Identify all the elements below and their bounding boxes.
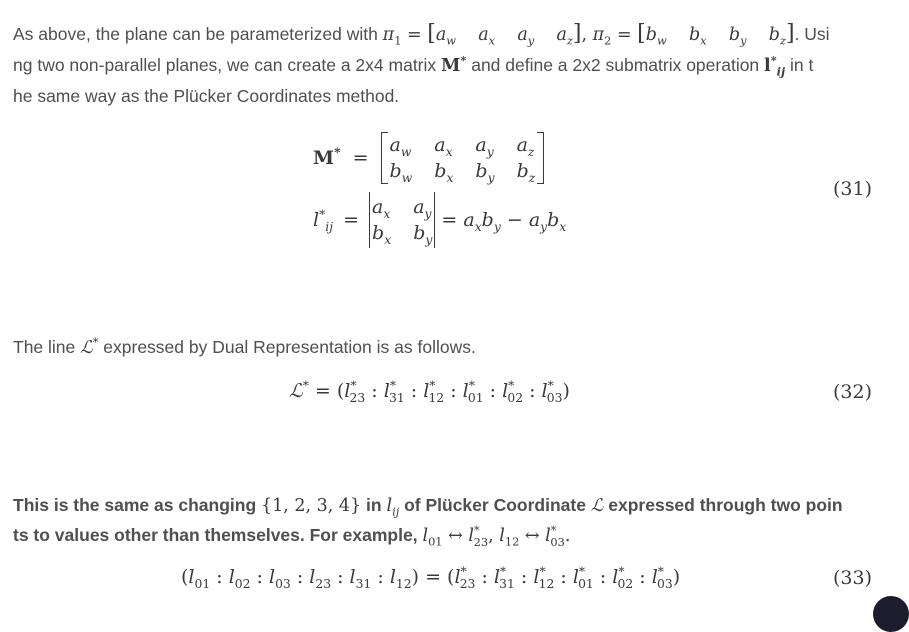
equation-32: ℒ* = ($l^*_{23}$ : $l^*_{31}$ : $l^*_{12}$ : $l^*_{01}$ : $l^*_{02}$ : $l^*_{03}$) [289, 378, 570, 405]
text: expressed by Dual Representation is as follows. [98, 337, 476, 357]
equation-number-32: (32) [832, 381, 872, 403]
math-a-row: $a_w$ $a_x$ $a_y$ $a_z$ [435, 25, 573, 48]
equation-33: ($l_{01}$ : $l_{02}$ : $l_{03}$ : $l_{23}$ : $l_{31}$ : $l_{12}) = (l^*_{23}$ : $l^*_{31}$ : $l^*_{12}$ : $l^*_{01}$ : $l^*_{02}$ : $l^*_{03}$) [181, 564, 681, 591]
text: in t [785, 55, 814, 75]
text: The line [13, 337, 81, 357]
math-pi1: $\pi_1$ [382, 25, 402, 48]
math-script-L: ℒ [590, 496, 604, 516]
math-M-star: M* [313, 144, 341, 169]
equation-number-33: (33) [832, 567, 872, 589]
paragraph-comparison-line2 [13, 520, 570, 552]
determinant-2x2: $a_x$ $a_y$ $b_x$ $b_y$ [372, 196, 433, 247]
text: This is the same as changing [13, 495, 261, 515]
text: in [361, 495, 387, 515]
equation-number-31: (31) [832, 178, 872, 200]
text: and define a 2x2 submatrix operation [466, 55, 765, 75]
paragraph-line3 [13, 81, 399, 112]
matrix-M-star: $a_w$ $a_x$ $a_y$ $a_z$ $b_w$ $b_x$ $b_y$ $b_z$ [389, 134, 536, 185]
text: of Plücker Coordinate [399, 495, 591, 515]
math-l-star-ij: $l^*_{ij}$ [313, 207, 334, 234]
paragraph-line2 [13, 50, 813, 82]
text: he same way as the Plücker Coordinates method. [13, 86, 400, 106]
text: ng two non-parallel planes, we can create a 2x4 matrix [13, 55, 442, 75]
scroll-to-top-button[interactable] [873, 596, 909, 632]
math-set: {1, 2, 3, 4} [261, 496, 362, 516]
math-M-star: M* [441, 53, 467, 76]
text: As above, the plane can be parameterized with [13, 24, 383, 44]
math-example-mapping: $l_{01}$ ↔ $l^*_{23}$, $l_{12}$ ↔ $l^*_{03}$. [422, 523, 571, 549]
paragraph-comparison [13, 490, 843, 522]
math-l-ij: $l_{ij}$ [386, 496, 400, 519]
math-script-L-star: ℒ* [80, 335, 99, 358]
math-l-star-ij: $l^*_{ij}$ [764, 53, 786, 79]
paragraph-plane-parameterization: As above, the plane can be parameterized with $\pi_1 = [a_w$ $a_x$ $a_y$ $a_z$], $\pi_2 = [b_w$ $b_x$ $b_y$ $b_z$]. Usi [13, 21, 830, 48]
math-pi2: $\pi_2$ [592, 25, 612, 48]
paragraph-dual-representation [13, 332, 476, 364]
equation-31-matrix: M* = $a_w$ $a_x$ $a_y$ $a_z$ $b_w$ $b_x$ $b_y$ $b_z$ [313, 132, 544, 184]
text: . Usi [794, 24, 830, 44]
text: ts to values other than themselves. For example, [13, 525, 423, 545]
math-determinant-expansion: = $a_xb_y - a_yb_x$ [441, 209, 567, 234]
math-b-row: $b_w$ $b_x$ $b_y$ $b_z$ [645, 25, 786, 48]
text: expressed through two poin [603, 495, 843, 515]
equation-31-determinant: $l^*_{ij}$ = $a_x$ $a_y$ $b_x$ $b_y$ = $a_xb_y - a_yb_x$ [313, 192, 566, 248]
